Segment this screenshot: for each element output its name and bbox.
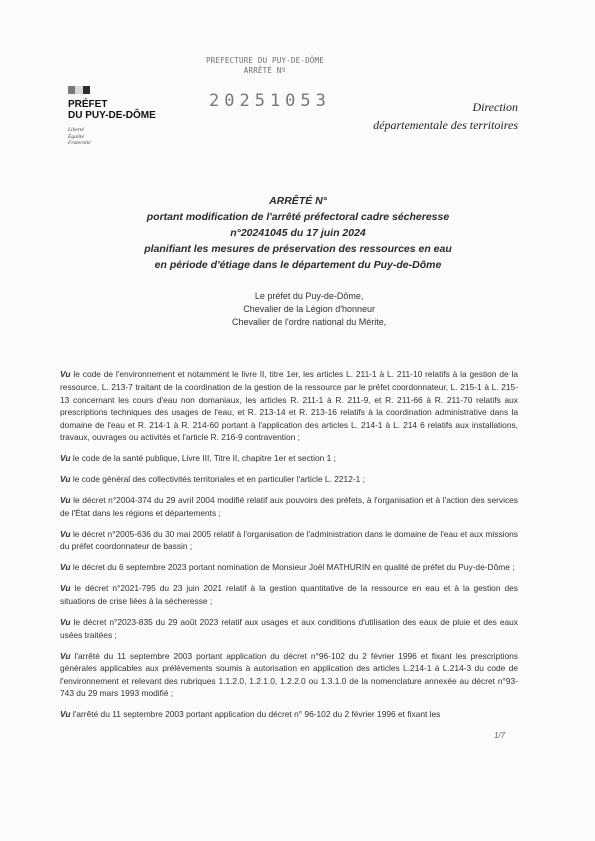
direction-line-1: Direction <box>472 100 518 114</box>
republic-motto <box>68 127 168 147</box>
prefecture-stamp <box>190 56 340 76</box>
marianne-flag-icon <box>68 86 90 94</box>
vu-label: Vu <box>60 562 71 573</box>
visa-text: le code de la santé publique, Livre III, Titre II, chapitre 1er et section 1 ; <box>70 453 336 464</box>
vu-label: Vu <box>60 369 71 380</box>
vu-label: Vu <box>60 453 71 464</box>
motto-liberte: Liberté <box>68 127 84 133</box>
direction-header <box>373 98 518 134</box>
prefet-line-2: Chevalier de la Légion d'honneur <box>243 304 376 314</box>
visa-text: le décret n°2004-374 du 29 avril 2004 modifié relatif aux pouvoirs des préfets, à l'organisation et à l'action des services de l'État dans les régions et départements ; <box>60 495 518 518</box>
direction-line-2: départementale des territoires <box>373 118 518 132</box>
visa-paragraph <box>60 473 518 486</box>
visa-paragraph <box>60 650 518 700</box>
visa-text: le décret n°2005-636 du 30 mai 2005 relatif à l'organisation de l'administration dans le domaine de l'eau et aux missions du préfet coordonnateur de bassin ; <box>60 528 518 552</box>
logo-prefet-line-1: PRÉFET <box>68 99 108 110</box>
visa-paragraph <box>60 708 518 721</box>
visa-text: l'arrêté du 11 septembre 2003 portant application du décret n°96-102 du 2 février 1996 et fixant les prescriptions générales applicables aux prélèvements soumis à autorisation en application des articles L.214-1 à L.214-3 du code de l'environnement et relevant des rubriques 1.1.2.0, 1.2.1.0, 1.2.2.0 ou 1.3.1.0 de la nomenclature annexée au décret n°93-743 du 29 mars 1993 modifié ; <box>60 650 518 699</box>
visas-list <box>60 360 518 728</box>
visa-text: le code de l'environnement et notamment le livre II, titre 1er, les articles L. 211-1 à L. 211-10 relatifs à la gestion de la ressource, L. 213-7 traitant de la coordination de la gestion de la ressource par le préfet coordonnateur, L. 215-1 à L. 215-13 concernant les cours d'eau non domaniaux, les articles R. 211-1 à R. 211-9, et R. 211-66 à R. 211-70 relatifs aux prescriptions techniques des usages de l'eau, et R. 213-14 et R. 213-16 relatifs à la coordination administrative dans la domaine de l'eau et R. 214-1 à R. 214-60 portant à l'application des articles L. 214-1 à L. 214 6 relatifs aux installations, travaux, ouvrages ou activités et l'article R. 216-9 contravention ; <box>60 369 518 443</box>
visa-text: le code général des collectivités territoriales et en particulier l'article L. 2212-1 ; <box>70 474 365 485</box>
visa-paragraph <box>60 561 518 574</box>
visa-text: le décret du 6 septembre 2023 portant nomination de Monsieur Joël MATHURIN en qualité de préfet du Puy-de-Dôme ; <box>70 562 515 573</box>
visa-paragraph <box>60 582 518 607</box>
visa-paragraph <box>60 494 518 519</box>
visa-paragraph <box>60 368 518 444</box>
title-line-4: planifiant les mesures de préservation des ressources en eau <box>144 243 452 255</box>
vu-label: Vu <box>60 650 71 661</box>
vu-label: Vu <box>60 617 71 628</box>
motto-egalite: Égalité <box>68 133 84 140</box>
title-line-3: n°20241045 du 17 juin 2024 <box>230 227 366 239</box>
vu-label: Vu <box>60 583 71 594</box>
title-line-2: portant modification de l'arrêté préfectoral cadre sécheresse <box>146 211 450 223</box>
motto-fraternite: Fraternité <box>68 140 91 146</box>
title-line-5: en période d'étiage dans le département du Puy-de-Dôme <box>154 259 442 271</box>
visa-paragraph <box>60 616 518 641</box>
visa-text: le décret n°2021-795 du 23 juin 2021 relatif à la gestion quantitative de la ressource en eau et à la gestion des situations de crise liées à la sécheresse ; <box>60 583 518 607</box>
stamp-line-2: ARRÊTÉ Nº <box>243 66 287 75</box>
arrete-number-stamp: 20251053 <box>209 91 331 111</box>
page-marker: 1/7 <box>494 731 506 740</box>
visa-paragraph <box>60 528 518 553</box>
vu-label: Vu <box>60 495 71 506</box>
prefet-line-1: Le préfet du Puy-de-Dôme, <box>254 291 364 301</box>
vu-label: Vu <box>60 474 71 485</box>
vu-label: Vu <box>60 528 71 539</box>
logo-prefet-line-2: DU PUY-DE-DÔME <box>68 110 156 121</box>
visa-text: le décret n°2023-835 du 29 août 2023 relatif aux usages et aux conditions d'utilisation des eaux de pluie et des eaux usées traitées ; <box>60 617 518 640</box>
visa-paragraph <box>60 452 518 465</box>
prefet-block <box>232 290 386 329</box>
visa-text: l'arrêté du 11 septembre 2003 portant application du décret n° 96-102 du 2 février 1996 et fixant les <box>70 709 441 720</box>
prefet-logo <box>68 86 168 147</box>
arrete-title <box>80 193 516 273</box>
vu-label: Vu <box>60 709 71 720</box>
stamp-line-1: PREFECTURE DU PUY-DE-DÔME <box>206 56 324 65</box>
prefet-line-3: Chevalier de l'ordre national du Mérite, <box>232 317 387 327</box>
title-line-1: ARRÊTÉ N° <box>269 195 327 207</box>
